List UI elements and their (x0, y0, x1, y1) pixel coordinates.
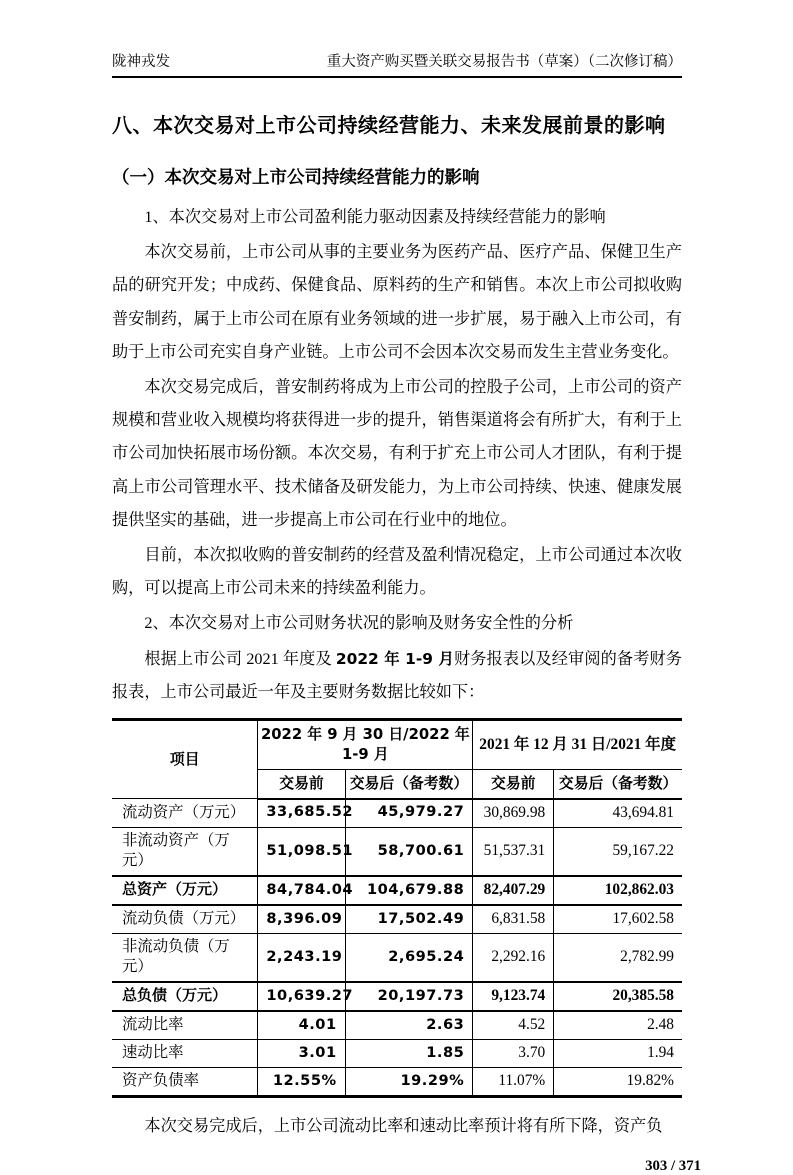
col-header-pre-2022: 交易前 (258, 769, 345, 798)
subsection-heading: （一）本次交易对上市公司持续经营能力的影响 (112, 168, 480, 188)
table-row-total-liabilities: 总负债（万元） 10,639.27 20,197.73 9,123.74 20,385.58 (112, 982, 682, 1011)
table-row-noncurrent-liabilities: 非流动负债（万元） 2,243.19 2,695.24 2,292.16 2,782.99 (112, 934, 682, 983)
paragraph-table-intro (112, 643, 682, 709)
header-company-name: 陇神戎发 (112, 54, 170, 70)
col-header-post-2022: 交易后（备考数） (345, 769, 473, 798)
col-header-group-2022: 2022 年 9 月 30 日/2022 年 1-9 月 (258, 720, 473, 770)
table-row-current-liabilities: 流动负债（万元） 8,396.09 17,502.49 6,831.58 17,602.58 (112, 905, 682, 934)
item-1-heading: 1、本次交易对上市公司盈利能力驱动因素及持续经营能力的影响 (144, 208, 606, 226)
table-row-current-ratio: 流动比率 4.01 2.63 4.52 2.48 (112, 1011, 682, 1040)
col-header-item: 项目 (112, 720, 258, 799)
table-intro-period-bold: 2022 年 1-9 月 (335, 649, 454, 668)
header-report-title: 重大资产购买暨关联交易报告书（草案）（二次修订稿） (326, 54, 682, 70)
table-row-current-assets: 流动资产（万元） 33,685.52 45,979.27 30,869.98 43,694.81 (112, 799, 682, 828)
table-row-noncurrent-assets: 非流动资产（万元） 51,098.51 58,700.61 51,537.31 59,167.22 (112, 827, 682, 876)
paragraph-business-before: 本次交易前，上市公司从事的主要业务为医药产品、医疗产品、保健卫生产品的研究开发；中成药、保健食品、原料药的生产和销售。本次上市公司拟收购普安制药，属于上市公司在原有业务领域的进一步扩展，易于融入上市公司，有助于上市公司充实自身产业链。上市公司不会因本次交易而发生主营业务变化。 (112, 243, 682, 361)
section-heading: 八、本次交易对上市公司持续经营能力、未来发展前景的影响 (112, 113, 666, 137)
table-intro-text-post: 财务报表以及经审阅的备考财务报表，上市公司最近一年及主要财务数据比较如下： (112, 649, 682, 701)
table-row-total-assets: 总资产（万元） 84,784.04 104,679.88 82,407.29 102,862.03 (112, 876, 682, 905)
page-header (112, 50, 682, 78)
closing-paragraph: 本次交易完成后，上市公司流动比率和速动比率预计将有所下降，资产负 (144, 1117, 663, 1136)
page-number: 303 / 371 (645, 1158, 701, 1175)
col-header-pre-2021: 交易前 (473, 769, 554, 798)
col-header-post-2021: 交易后（备考数） (554, 769, 682, 798)
col-header-group-2021: 2021 年 12 月 31 日/2021 年度 (473, 720, 682, 770)
item-2-heading: 2、本次交易对上市公司财务状况的影响及财务安全性的分析 (144, 614, 574, 633)
financial-comparison-table (112, 718, 682, 1098)
table-intro-text-pre: 根据上市公司 2021 年度及 (144, 649, 336, 668)
table-row-debt-ratio: 资产负债率 12.55% 19.29% 11.07% 19.82% (112, 1068, 682, 1097)
paragraph-after-transaction: 本次交易完成后，普安制药将成为上市公司的控股子公司，上市公司的资产规模和营业收入规模均将获得进一步的提升，销售渠道将会有所扩大，有利于上市公司加快拓展市场份额。本次交易，有利于扩充上市公司人才团队，有利于提高上市公司管理水平、技术储备及研发能力，为上市公司持续、快速、健康发展提供坚实的基础，进一步提高上市公司在行业中的地位。 (112, 378, 682, 529)
table-row-quick-ratio: 速动比率 3.01 1.85 3.70 1.94 (112, 1040, 682, 1068)
page-footer (112, 1158, 701, 1175)
paragraph-profitability: 目前，本次拟收购的普安制药的经营及盈利情况稳定，上市公司通过本次收购，可以提高上市公司未来的持续盈利能力。 (112, 546, 682, 598)
table-header-group-row (112, 720, 682, 770)
